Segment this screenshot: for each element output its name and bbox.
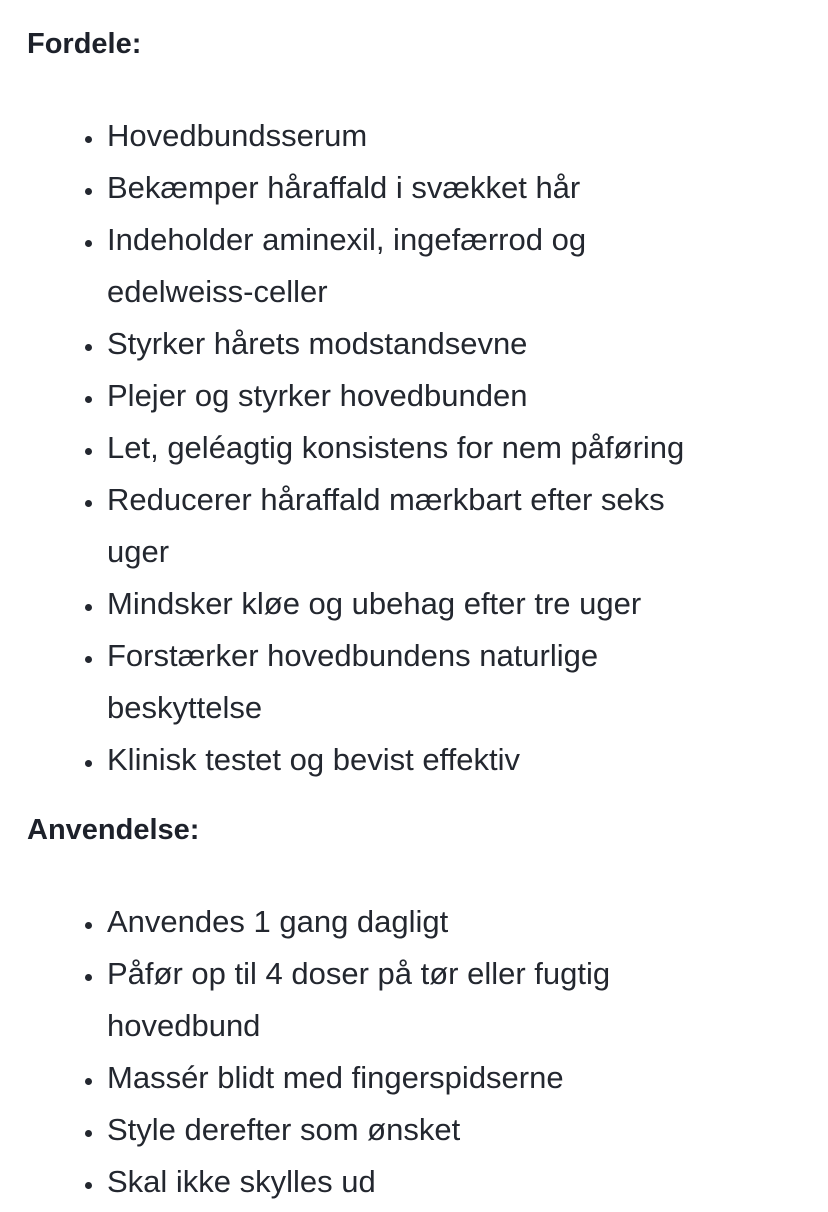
anvendelse-list: [27, 896, 828, 1208]
section-heading-anvendelse: Anvendelse:: [27, 814, 200, 846]
list-item: • Plejer og styrker hovedbunden: [105, 370, 705, 422]
list-item: • Forstærker hovedbundens naturlige beskyttelse: [105, 630, 705, 734]
section-anvendelse: [27, 810, 828, 1208]
section-heading-fordele: Fordele:: [27, 28, 142, 60]
list-item: • Anvendes 1 gang dagligt: [105, 896, 705, 948]
list-item: • Styrker hårets modstandsevne: [105, 318, 705, 370]
list-item: • Bekæmper håraffald i svækket hår: [105, 162, 705, 214]
fordele-list: [27, 110, 828, 786]
list-item: • Indeholder aminexil, ingefærrod og edelweiss-celler: [105, 214, 705, 318]
list-item: • Mindsker kløe og ubehag efter tre uger: [105, 578, 705, 630]
list-item: • Reducerer håraffald mærkbart efter seks uger: [105, 474, 705, 578]
list-item: • Hovedbundsserum: [105, 110, 705, 162]
section-fordele: [27, 24, 828, 786]
list-item: • Style derefter som ønsket: [105, 1104, 705, 1156]
list-item: • Skal ikke skylles ud: [105, 1156, 705, 1208]
list-item: • Klinisk testet og bevist effektiv: [105, 734, 705, 786]
list-item: • Let, geléagtig konsistens for nem påføring: [105, 422, 705, 474]
list-item: • Påfør op til 4 doser på tør eller fugtig hovedbund: [105, 948, 705, 1052]
list-item: • Massér blidt med fingerspidserne: [105, 1052, 705, 1104]
